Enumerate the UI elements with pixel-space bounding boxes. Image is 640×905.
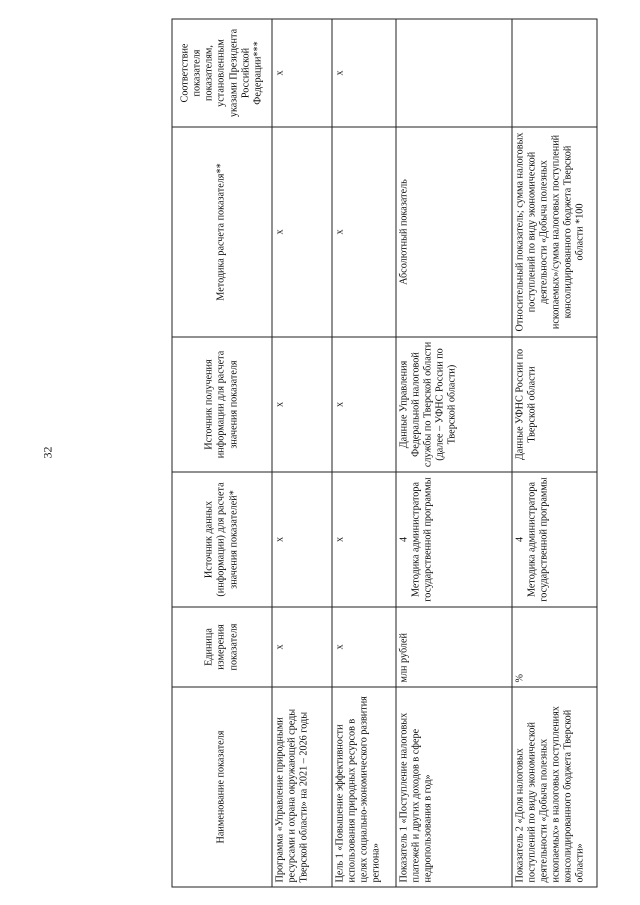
- table-row: [396, 19, 512, 887]
- cell-name: Цель 1 «Повышение эффективности использования природных ресурсов в целях социально-экономического развития региона»: [332, 687, 396, 887]
- page-number: 32: [40, 446, 55, 459]
- cell-data-source: 4 Методика администратора государственной программы: [396, 472, 512, 607]
- cell-compliance: [512, 19, 597, 127]
- header-info-source: Источник получения информации для расчета значения показателя: [172, 337, 272, 472]
- cell-info-source: Данные Управления Федеральной налоговой службы по Тверской области (далее – УФНС России по Тверской области): [396, 337, 512, 472]
- cell-unit: х: [332, 607, 396, 687]
- table-row: [332, 19, 396, 887]
- cell-method: х: [332, 127, 396, 337]
- cell-unit: млн рублей: [396, 607, 512, 687]
- cell-unit: %: [512, 607, 597, 687]
- header-indicator-name: Наименование показателя: [172, 687, 272, 887]
- rotated-table-container: [172, 19, 597, 887]
- cell-data-source: х: [332, 472, 396, 607]
- cell-compliance: [396, 19, 512, 127]
- cell-data-source: х: [272, 472, 332, 607]
- cell-name: Показатель 1 «Поступление налоговых платежей и других доходов в сфере недропользования в год»: [396, 687, 512, 887]
- cell-info-source: Данные УФНС России по Тверской области: [512, 337, 597, 472]
- table-row: [272, 19, 332, 887]
- cell-info-source: х: [272, 337, 332, 472]
- cell-name: Показатель 2 «Доля налоговых поступлений по виду экономической деятельности «Добыча полезных ископаемых» в налоговых поступлениях консолидированного бюджета Тверской области»: [512, 687, 597, 887]
- cell-compliance: х: [272, 19, 332, 127]
- header-data-source: Источник данных (информации) для расчета значения показателей*: [172, 472, 272, 607]
- indicators-table: [172, 18, 598, 887]
- header-unit: Единица измерения показателя: [172, 607, 272, 687]
- cell-info-source: х: [332, 337, 396, 472]
- table-row: [512, 19, 597, 887]
- cell-name: Программа «Управление природными ресурсами и охрана окружающей среды Тверской области» на 2021 – 2026 годы: [272, 687, 332, 887]
- cell-method: Относительный показатель; сумма налоговых поступлений по виду экономической деятельности «Добыча полезных ископаемых»/сумма налоговых поступлений консолидированного бюджета Тверской области *100: [512, 127, 597, 337]
- cell-method: Абсолютный показатель: [396, 127, 512, 337]
- cell-data-source: 4 Методика администратора государственной программы: [512, 472, 597, 607]
- table-header-row: [172, 19, 272, 887]
- cell-compliance: х: [332, 19, 396, 127]
- cell-unit: х: [272, 607, 332, 687]
- cell-method: х: [272, 127, 332, 337]
- header-method: Методика расчета показателя**: [172, 127, 272, 337]
- header-compliance: Соответствие показателя показателям, установленным указами Президента Российской Федерации***: [172, 19, 272, 127]
